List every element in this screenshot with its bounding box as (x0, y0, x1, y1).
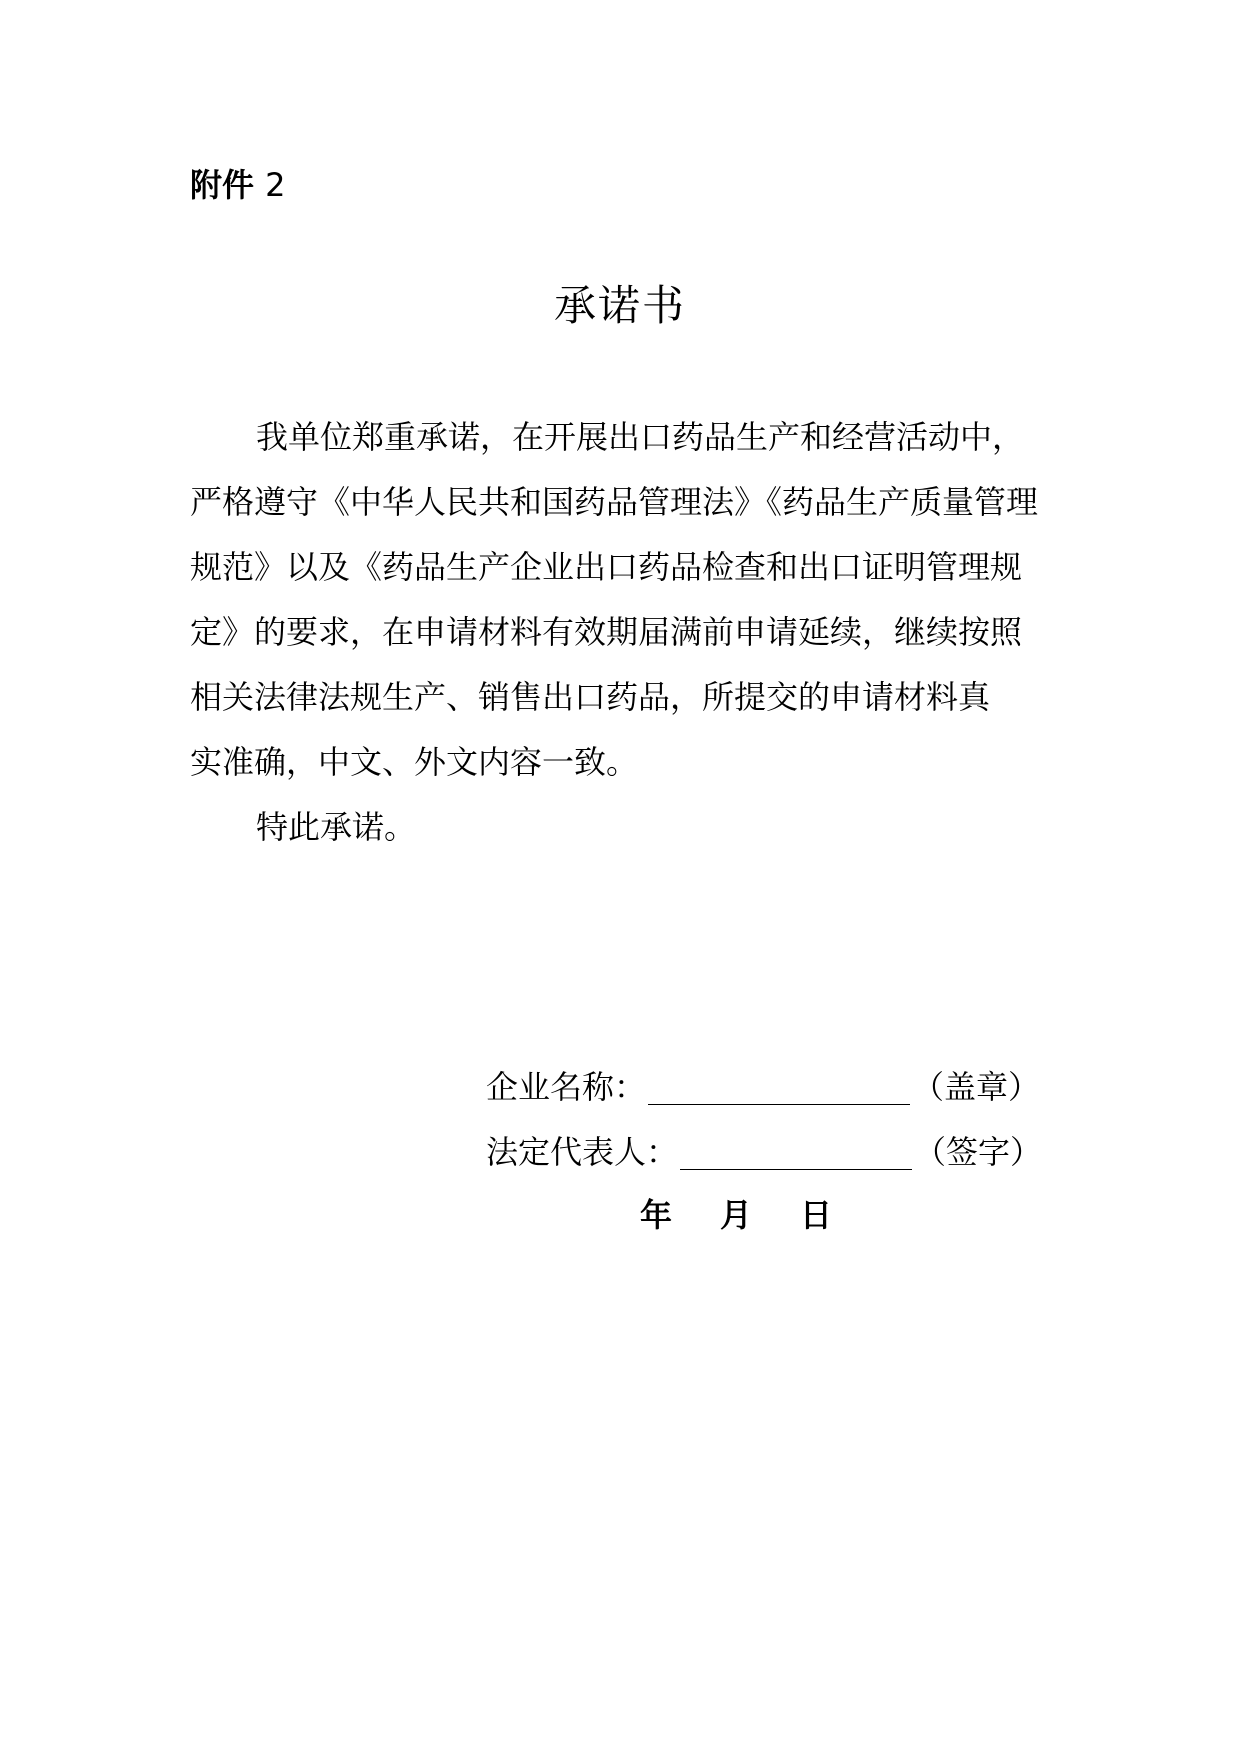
date-year: 年 (640, 1196, 673, 1234)
attachment-label (190, 163, 286, 207)
paragraph-line-1: 我单位郑重承诺，在开展出口药品生产和经营活动中， (256, 418, 1025, 456)
representative-label: 法定代表人： (486, 1133, 679, 1171)
company-name-row (486, 1055, 1086, 1120)
closing-statement (190, 795, 1090, 860)
date-day: 日 (800, 1196, 833, 1234)
paragraph-line-5: 相关法律法规生产、销售出口药品，所提交的申请材料真 (190, 678, 991, 716)
commitment-paragraph (190, 405, 1090, 795)
company-seal-note: （盖章） (912, 1068, 1041, 1106)
paragraph-line-2: 严格遵守《中华人民共和国药品管理法》《药品生产质量管理 (190, 483, 1039, 521)
company-name-blank[interactable] (648, 1070, 910, 1105)
signature-block (486, 1055, 1086, 1185)
attachment-number: 2 (265, 166, 286, 204)
representative-blank[interactable] (680, 1135, 912, 1170)
document-title: 承诺书 (553, 281, 686, 330)
paragraph-line-4: 定》的要求，在申请材料有效期届满前申请延续，继续按照 (190, 613, 1023, 651)
paragraph-line-3: 规范》以及《药品生产企业出口药品检查和出口证明管理规 (190, 548, 1023, 586)
date-month: 月 (720, 1196, 753, 1234)
attachment-label-text: 附件 (190, 166, 255, 204)
closing-text: 特此承诺。 (256, 808, 417, 846)
date-row (640, 1183, 832, 1248)
representative-row (486, 1120, 1086, 1185)
paragraph-line-6: 实准确，中文、外文内容一致。 (190, 743, 639, 781)
representative-sign-note: （签字） (914, 1133, 1043, 1171)
company-name-label: 企业名称： (486, 1068, 647, 1106)
